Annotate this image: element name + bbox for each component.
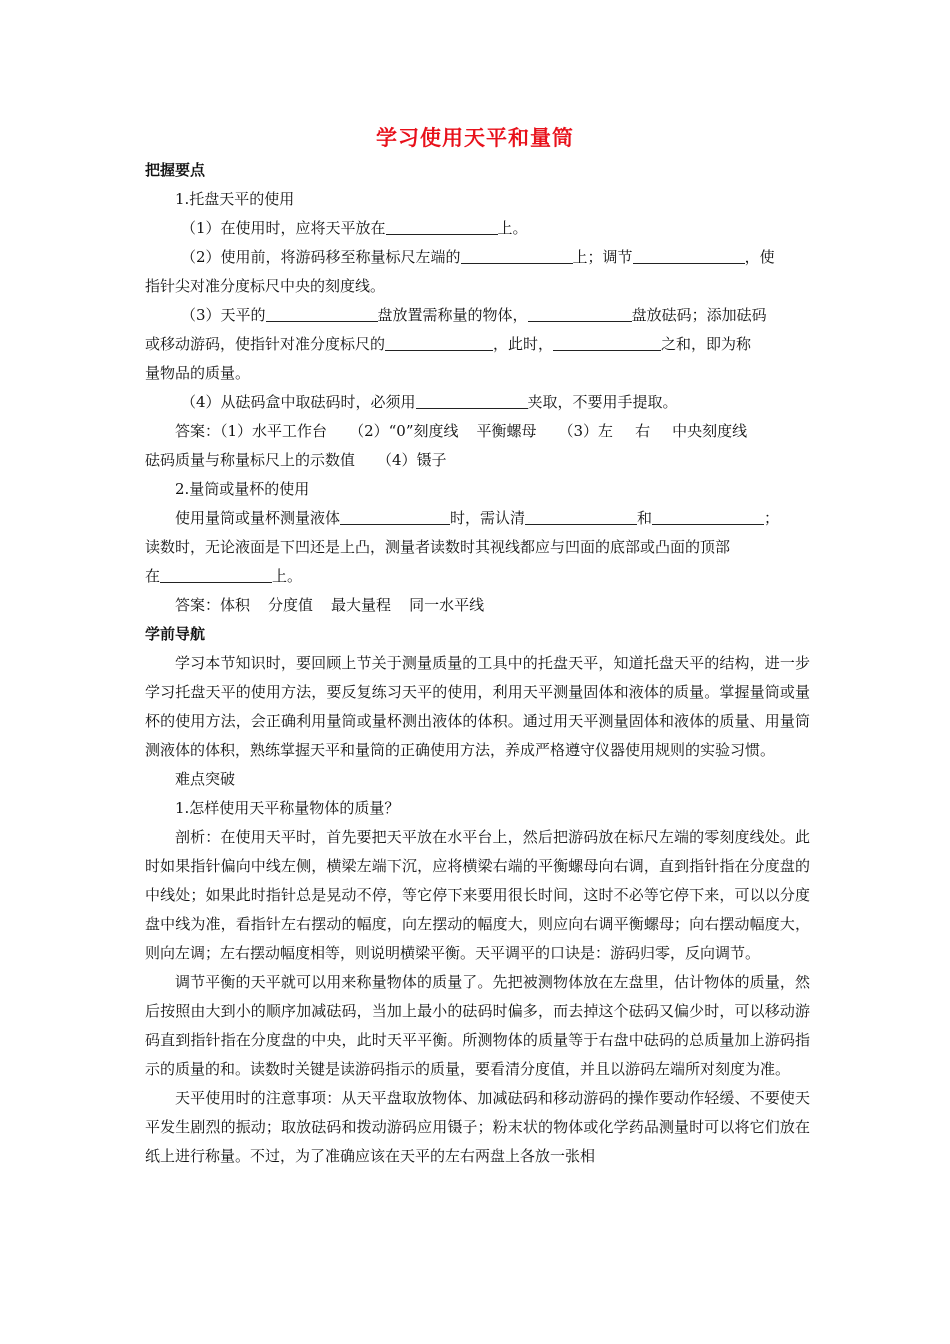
answer-blank — [416, 390, 528, 409]
question-2: （2）使用前，将游码移至称量标尺左端的 上；调节 ，使 — [145, 243, 810, 272]
question-5-cont: 读数时，无论液面是下凹还是上凸，测量者读数时其视线都应与凹面的底部或凸面的顶部 — [145, 538, 731, 556]
subheading-balance-use: 1.托盘天平的使用 — [175, 190, 295, 208]
section-heading-preview: 学前导航 — [145, 625, 206, 643]
answer-blank — [160, 564, 272, 583]
question-4: （4）从砝码盒中取砝码时，必须用 夹取，不要用手提取。 — [145, 388, 810, 417]
answer-2: 答案：体积 分度值 最大量程 同一水平线 — [175, 596, 485, 614]
question-3: （3）天平的 盘放置需称量的物体， 盘放砝码；添加砝码 — [145, 301, 810, 330]
paragraph-analysis: 剖析：在使用天平时，首先要把天平放在水平台上，然后把游码放在标尺左端的零刻度线处。此时如果指针偏向中线左侧，横梁左端下沉，应将横梁右端的平衡螺母向右调，直到指针指在分度盘的中线处；如果此时指针总是晃动不停，等它停下来要用很长时间，这时不必等它停下来，可以以分度盘中线为准，看指针左右摆动的幅度，向左摆动的幅度大，则应向右调平衡螺母；向右摆动幅度大，则向左调；左右摆动幅度相等，则说明横梁平衡。天平调平的口诀是：游码归零，反向调节。 — [145, 828, 810, 962]
paragraph-weighing: 调节平衡的天平就可以用来称量物体的质量了。先把被测物体放在左盘里，估计物体的质量，然后按照由大到小的顺序加减砝码，当加上最小的砝码时偏多，而去掉这个砝码又偏少时，可以移动游码直到指针指在分度盘的中央，此时天平平衡。所测物体的质量等于右盘中砝码的总质量加上游码指示的质量的和。读数时关键是读游码指示的质量，要看清分度值，并且以游码左端所对刻度为准。 — [145, 973, 810, 1078]
answer-blank — [461, 245, 573, 264]
question-3-cont2: 量物品的质量。 — [145, 364, 251, 382]
answer-1: 答案：（1）水平工作台 （2）“0”刻度线 平衡螺母 （3）左 右 中央刻度线 — [175, 422, 748, 440]
question-1: （1）在使用时，应将天平放在 上。 — [145, 214, 810, 243]
document-body — [145, 156, 810, 1171]
answer-blank — [525, 506, 637, 525]
question-3-cont: 或移动游码，使指针对准分度标尺的 ，此时， 之和，即为称 — [145, 330, 810, 359]
paragraph-preview: 学习本节知识时，要回顾上节关于测量质量的工具中的托盘天平，知道托盘天平的结构，进一步学习托盘天平的使用方法，要反复练习天平的使用，利用天平测量固体和液体的质量。掌握量筒或量杯的使用方法，会正确利用量筒或量杯测出液体的体积。通过用天平测量固体和液体的质量、用量筒测液体的体积，熟练掌握天平和量筒的正确使用方法，养成严格遵守仪器使用规则的实验习惯。 — [145, 654, 810, 759]
answer-blank — [266, 303, 378, 322]
answer-blank — [528, 303, 632, 322]
question-5: 使用量筒或量杯测量液体 时，需认清 和 ； — [145, 504, 810, 533]
answer-blank — [633, 245, 745, 264]
difficulty-question-1: 1.怎样使用天平称量物体的质量？ — [175, 799, 400, 817]
answer-blank — [340, 506, 450, 525]
subheading-cylinder-use: 2.量筒或量杯的使用 — [175, 480, 310, 498]
section-heading-key-points: 把握要点 — [145, 161, 206, 179]
paragraph-precautions: 天平使用时的注意事项：从天平盘取放物体、加减砝码和移动游码的操作要动作轻缓、不要使天平发生剧烈的振动；取放砝码和拨动游码应用镊子；粉末状的物体或化学药品测量时可以将它们放在纸上进行称量。不过，为了准确应该在天平的左右两盘上各放一张相 — [145, 1089, 810, 1165]
subheading-difficulties: 难点突破 — [175, 770, 236, 788]
answer-blank — [652, 506, 764, 525]
document-title: 学习使用天平和量筒 — [376, 126, 574, 150]
answer-1-cont: 砝码质量与称量标尺上的示数值 （4）镊子 — [145, 451, 447, 469]
answer-blank — [385, 332, 493, 351]
question-5-cont2: 在 上。 — [145, 562, 810, 591]
answer-blank — [386, 216, 498, 235]
answer-blank — [553, 332, 661, 351]
question-2-cont: 指针尖对准分度标尺中央的刻度线。 — [145, 277, 386, 295]
